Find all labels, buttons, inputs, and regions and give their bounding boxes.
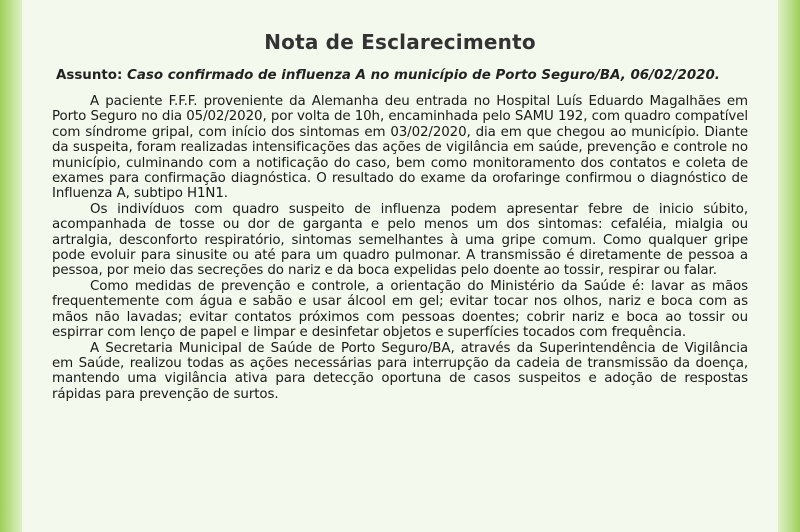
- subject-line: [56, 68, 748, 84]
- paragraph-4: A Secretaria Municipal de Saúde de Porto Seguro/BA, através da Superintendência de Vigilância em Saúde, realizou todas as ações necessárias para interrupção da cadeia de transmissão da doença, mantendo uma vigilância ativa para detecção oportuna de casos suspeitos e adoção de respostas rápidas para prevenção de surtos.: [52, 340, 748, 402]
- paragraph-2: Os indivíduos com quadro suspeito de influenza podem apresentar febre de inicio súbito, acompanhada de tosse ou dor de garganta e pelo menos um dos sintomas: cefaléia, mialgia ou artralgia, desconforto respiratório, sintomas semelhantes à uma gripe comum. Como qualquer gripe pode evoluir para sinusite ou até para um quadro pulmonar. A transmissão é diretamente de pessoa a pessoa, por meio das secreções do nariz e da boca expelidas pelo doente ao tossir, respirar ou falar.: [52, 201, 748, 279]
- page-title: Nota de Esclarecimento: [264, 30, 536, 54]
- paragraph-3: Como medidas de prevenção e controle, a orientação do Ministério da Saúde é: lavar as mãos frequentemente com água e sabão e usar álcool em gel; evitar tocar nos olhos, nariz e boca com as mãos não lavadas; evitar contatos próximos com pessoas doentes; cobrir nariz e boca ao tossir ou espirrar com lenço de papel e limpar e desinfetar objetos e superfícies tocados com frequência.: [52, 278, 748, 341]
- paragraph-1: A paciente F.F.F. proveniente da Alemanha deu entrada no Hospital Luís Eduardo Magalhães em Porto Seguro no dia 05/02/2020, por volta de 10h, encaminhada pelo SAMU 192, com quadro compatível com síndrome gripal, com início dos sintomas em 03/02/2020, dia em que chegou ao município. Diante da suspeita, foram realizadas intensificações das ações de vigilância em saúde, prevenção e controle no município, culminando com a notificação do caso, bem como monitoramento dos contatos e coleta de exames para confirmação diagnóstica. O resultado do exame da orofaringe confirmou o diagnóstico de Influenza A, subtipo H1N1.: [52, 94, 748, 202]
- subject-label: Assunto:: [56, 68, 123, 83]
- subject-text: Caso confirmado de influenza A no município de Porto Seguro/BA, 06/02/2020.: [127, 68, 720, 83]
- notice-body: [52, 94, 748, 402]
- notice-page: [22, 0, 778, 532]
